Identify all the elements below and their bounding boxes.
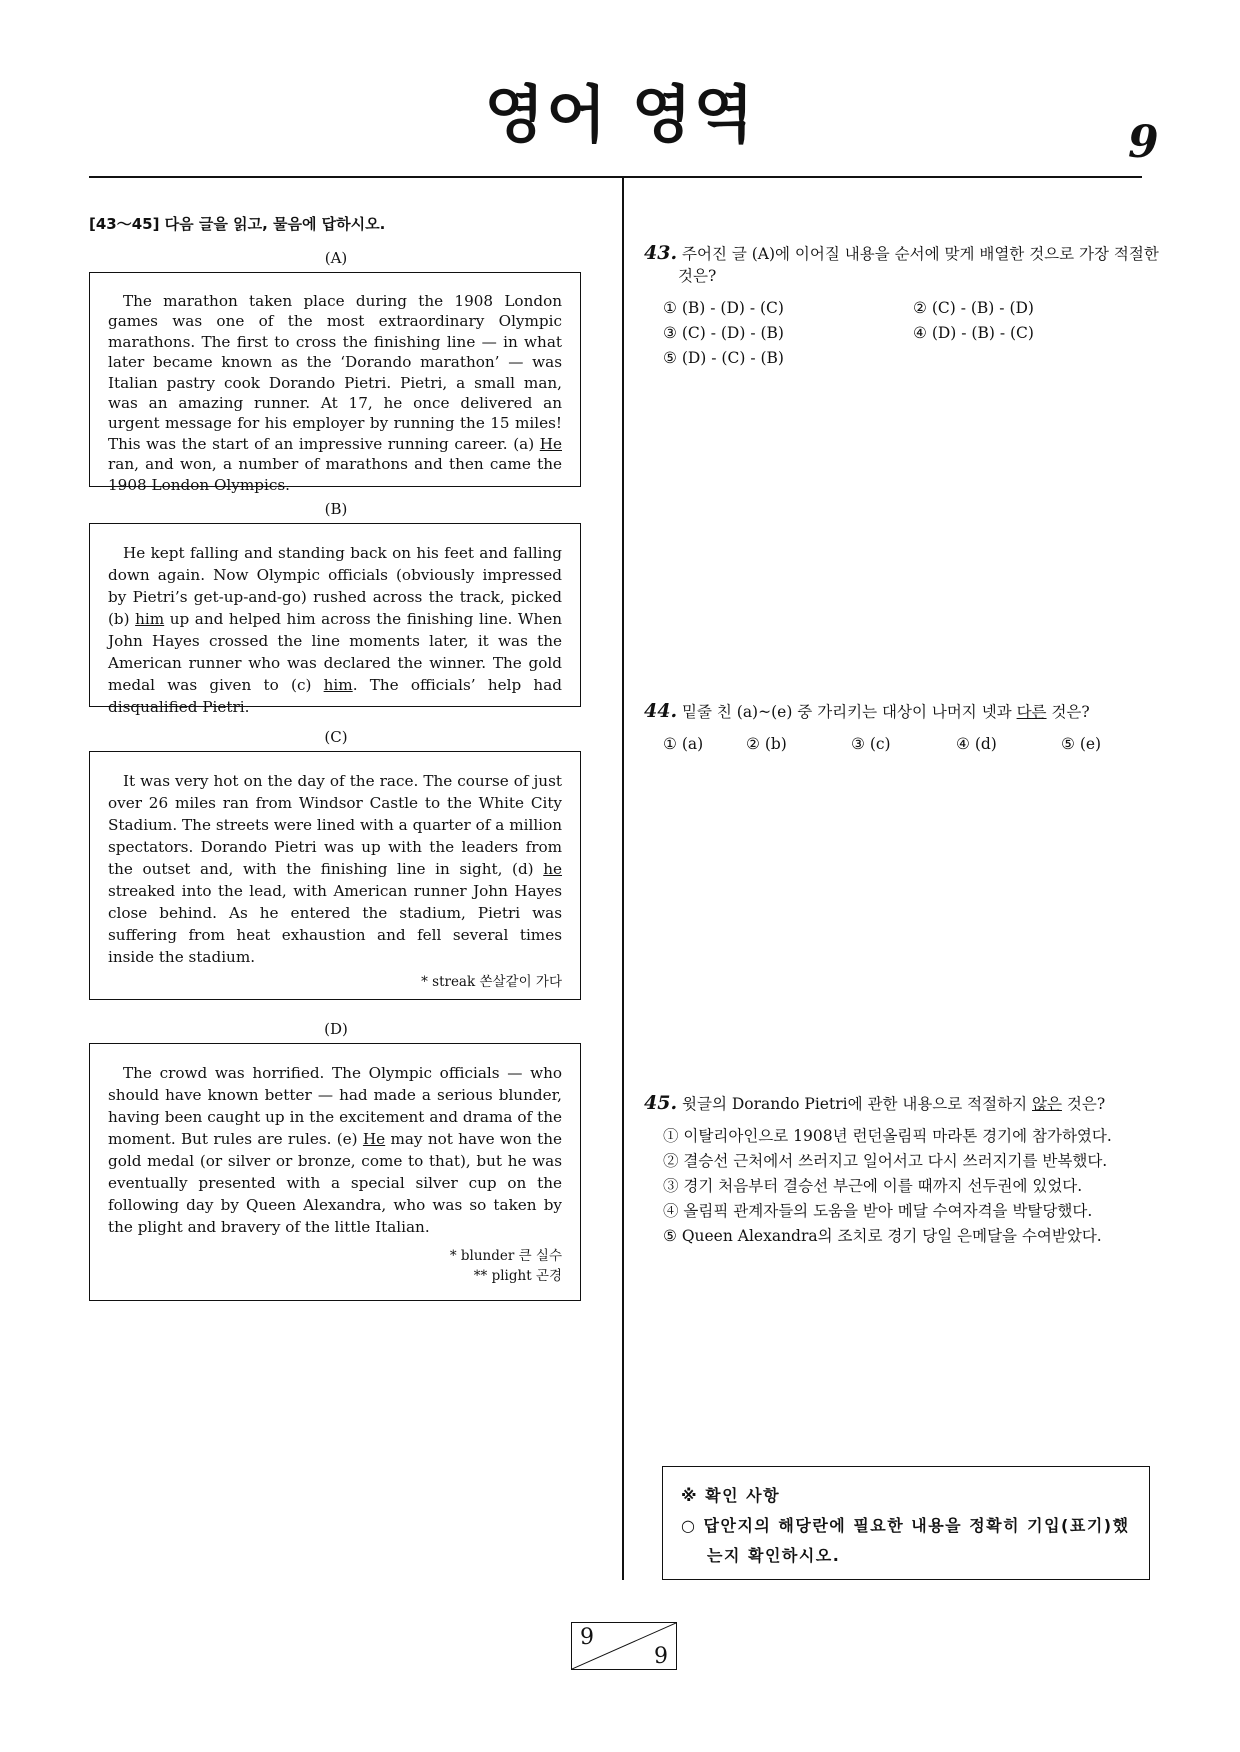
reference-e: He — [362, 1130, 386, 1148]
q45-option-1[interactable]: ① 이탈리아인으로 1908년 런던올림픽 마라톤 경기에 참가하였다. — [663, 1127, 1112, 1145]
footer-total-pages: 9 — [654, 1644, 668, 1669]
q43-option-3[interactable]: ③ (C) - (D) - (B) — [663, 324, 784, 342]
passage-d-text: The crowd was horrified. The Olympic officials — who should have known better — had made a serious blunder, having been caught up in the excitement and drama of the moment. But rules are rules. (e) He may not have won the gold medal (or silver or bronze, come to that), but he was eventually presented with a special silver cup on the following day by Queen Alexandra, who was so taken by the plight and bravery of the little Italian. — [108, 1064, 562, 1236]
question-43-text: 주어진 글 (A)에 이어질 내용을 순서에 맞게 배열한 것으로 가장 적절한 것은? — [678, 245, 1159, 285]
notice-box — [662, 1466, 1150, 1580]
footer-current-page: 9 — [580, 1625, 594, 1650]
q43-option-2[interactable]: ② (C) - (B) - (D) — [913, 299, 1034, 317]
page-title: 영어 영역 — [484, 78, 756, 151]
passage-d-box — [89, 1043, 581, 1301]
passage-c-text: It was very hot on the day of the race. The course of just over 26 miles ran from Windsor Castle to the White City Stadium. The streets were lined with a quarter of a million spectators. Dorando Pietri was up with the leaders from the outset and, with the finishing line in sight, (d) he streaked into the lead, with American runner John Hayes close behind. As he entered the stadium, Pietri was suffering from heat exhaustion and fell several times inside the stadium. — [108, 772, 562, 966]
question-45-number: 45. — [644, 1092, 678, 1114]
q44-option-3[interactable]: ③ (c) — [851, 735, 891, 753]
passage-d-label: (D) — [324, 1020, 348, 1038]
q44-option-1[interactable]: ① (a) — [663, 735, 704, 753]
question-45: 45. 윗글의 Dorando Pietri에 관한 내용으로 적절하지 않은 것은? — [644, 1092, 1106, 1114]
q43-option-4[interactable]: ④ (D) - (B) - (C) — [913, 324, 1034, 342]
question-43 — [644, 242, 1164, 287]
reference-a: He — [539, 434, 562, 453]
passage-a-box — [89, 272, 581, 494]
question-45-emphasis: 않은 — [1032, 1095, 1062, 1113]
footnote-plight: ** plight 곤경 — [473, 1268, 562, 1284]
question-44-number: 44. — [644, 700, 678, 722]
instruction: [43～45] 다음 글을 읽고, 물음에 답하시오. — [89, 215, 386, 233]
passage-c-label: (C) — [324, 728, 348, 746]
passage-b-text: He kept falling and standing back on his feet and falling down again. Now Olympic officials (obviously impressed by Pietri’s get-up-and-go) rushed across the track, picked (b) him up and helped him across the finishing line. When John Hayes crossed the line moments later, it was the American runner who was declared the winner. The gold medal was given to (c) him. The officials’ help had disqualified Pietri. — [108, 544, 562, 716]
q45-option-5[interactable]: ⑤ Queen Alexandra의 조치로 경기 당일 은메달을 수여받았다. — [663, 1227, 1102, 1245]
reference-d: he — [543, 860, 562, 878]
question-44: 44. 밑줄 친 (a)~(e) 중 가리키는 대상이 나머지 넷과 다른 것은? — [644, 700, 1090, 722]
q44-option-4[interactable]: ④ (d) — [956, 735, 997, 753]
question-44-emphasis: 다른 — [1016, 703, 1047, 721]
passage-b-label: (B) — [324, 500, 348, 518]
q44-option-2[interactable]: ② (b) — [746, 735, 787, 753]
passage-a-label: (A) — [324, 249, 348, 267]
notice-body: ○ 답안지의 해당란에 필요한 내용을 정확히 기입(표기)했는지 확인하시오. — [681, 1516, 1130, 1565]
header-rule — [89, 176, 1142, 178]
reference-b: him — [135, 610, 165, 628]
q43-option-1[interactable]: ① (B) - (D) - (C) — [663, 299, 784, 317]
passage-b-box — [89, 523, 581, 716]
footnote-streak: * streak 쏜살같이 가다 — [421, 974, 562, 990]
reference-c: him — [323, 676, 353, 694]
notice-title: ※ 확인 사항 — [681, 1486, 781, 1505]
q44-option-5[interactable]: ⑤ (e) — [1061, 735, 1102, 753]
page-number-header: 9 — [1128, 117, 1159, 168]
question-43-number: 43. — [644, 242, 678, 264]
q43-option-5[interactable]: ⑤ (D) - (C) - (B) — [663, 349, 784, 367]
passage-c-box — [89, 751, 581, 1000]
column-divider — [622, 176, 624, 1580]
passage-a-text: The marathon taken place during the 1908 London games was one of the most extraordinary Olympic marathons. The first to cross the finishing line — in what later became known as the ‘Dorando marathon’ — was Italian pastry cook Dorando Pietri. Pietri, a small man, was an amazing runner. At 17, he once delivered an urgent message for his employer by running the 15 miles! This was the start of an impressive running career. (a) He ran, and won, a number of marathons and then came the 1908 London Olympics. — [108, 292, 562, 494]
q45-option-2[interactable]: ② 결승선 근처에서 쓰러지고 일어서고 다시 쓰러지기를 반복했다. — [663, 1152, 1108, 1170]
footer-page-box — [571, 1622, 677, 1670]
footnote-blunder: * blunder 큰 실수 — [449, 1248, 562, 1264]
q45-option-4[interactable]: ④ 올림픽 관계자들의 도움을 받아 메달 수여자격을 박탈당했다. — [663, 1202, 1093, 1220]
q45-option-3[interactable]: ③ 경기 처음부터 결승선 부근에 이를 때까지 선두권에 있었다. — [663, 1177, 1083, 1195]
